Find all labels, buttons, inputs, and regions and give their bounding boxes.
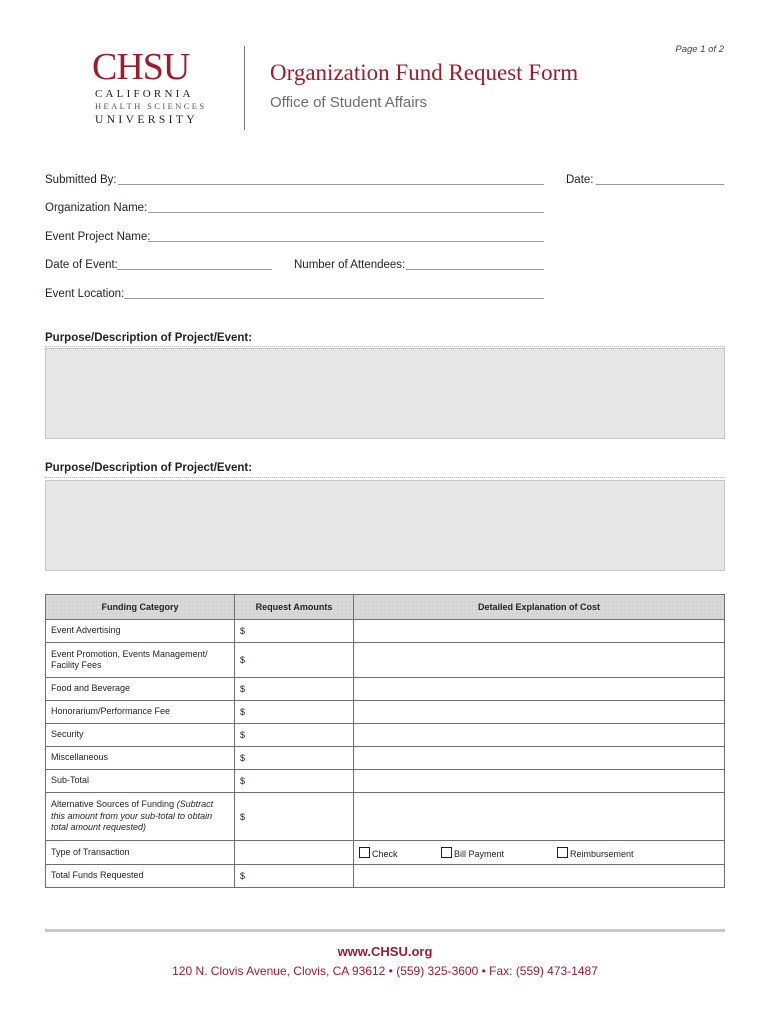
alt-sources-note: (Subtract this amount from your sub-total to obtain total amount requested) bbox=[51, 799, 214, 833]
row-category: Event Promotion, Events Management/ Facility Fees bbox=[46, 643, 235, 678]
explanation-field[interactable] bbox=[354, 643, 725, 678]
event-location-field[interactable] bbox=[124, 298, 544, 299]
alt-sources-label: Alternative Sources of Funding bbox=[51, 799, 177, 810]
event-project-name-label: Event Project Name: bbox=[45, 231, 151, 243]
footer-address: 120 N. Clovis Avenue, Clovis, CA 93612 • (559) 325-3600 • Fax: (559) 473-1487 bbox=[172, 964, 598, 978]
submitted-by-label: Submitted By: bbox=[45, 174, 117, 186]
checkbox-icon[interactable] bbox=[359, 847, 370, 858]
event-location-label: Event Location: bbox=[45, 288, 125, 300]
amount-field[interactable]: $ bbox=[235, 643, 354, 678]
row-category: Sub-Total bbox=[46, 770, 235, 793]
purpose-heading-2: Purpose/Description of Project/Event: bbox=[45, 462, 253, 474]
section-rule-2 bbox=[45, 477, 725, 478]
explanation-field[interactable] bbox=[354, 770, 725, 793]
footer-rule bbox=[45, 929, 725, 932]
date-of-event-label: Date of Event: bbox=[45, 259, 118, 271]
explanation-field[interactable] bbox=[354, 678, 725, 701]
explanation-field[interactable] bbox=[354, 793, 725, 841]
header-divider bbox=[244, 46, 245, 130]
table-row bbox=[46, 678, 725, 701]
page-number: Page 1 of 2 bbox=[675, 44, 724, 55]
purpose-textarea-1[interactable] bbox=[45, 348, 725, 439]
purpose-heading-1: Purpose/Description of Project/Event: bbox=[45, 332, 253, 344]
row-category: Event Advertising bbox=[46, 620, 235, 643]
explanation-field[interactable] bbox=[354, 620, 725, 643]
amount-field[interactable] bbox=[235, 841, 354, 865]
amount-field[interactable]: $ bbox=[235, 678, 354, 701]
date-of-event-field[interactable] bbox=[117, 269, 272, 270]
option-check[interactable] bbox=[359, 847, 441, 859]
amount-field[interactable]: $ bbox=[235, 793, 354, 841]
chsu-logo: CHSU bbox=[92, 46, 190, 88]
row-category bbox=[46, 793, 235, 841]
organization-name-field[interactable] bbox=[148, 212, 544, 213]
row-category: Honorarium/Performance Fee bbox=[46, 701, 235, 724]
table-row-alt-sources bbox=[46, 793, 725, 841]
date-field[interactable] bbox=[596, 184, 724, 185]
row-category: Food and Beverage bbox=[46, 678, 235, 701]
option-label: Check bbox=[372, 848, 398, 859]
logo-health-sciences: HEALTH SCIENCES bbox=[95, 101, 207, 111]
amount-field[interactable]: $ bbox=[235, 865, 354, 888]
event-project-name-field[interactable] bbox=[148, 241, 544, 242]
amount-field[interactable]: $ bbox=[235, 770, 354, 793]
option-bill-payment[interactable] bbox=[441, 847, 557, 859]
date-label: Date: bbox=[566, 174, 594, 186]
explanation-field[interactable] bbox=[354, 701, 725, 724]
table-row bbox=[46, 620, 725, 643]
amount-field[interactable]: $ bbox=[235, 701, 354, 724]
header-detailed-explanation: Detailed Explanation of Cost bbox=[354, 595, 725, 620]
row-category: Total Funds Requested bbox=[46, 865, 235, 888]
explanation-field[interactable] bbox=[354, 747, 725, 770]
table-row bbox=[46, 701, 725, 724]
table-row-total bbox=[46, 865, 725, 888]
table-row bbox=[46, 770, 725, 793]
form-title: Organization Fund Request Form bbox=[270, 60, 579, 85]
submitted-by-field[interactable] bbox=[118, 184, 544, 185]
number-of-attendees-label: Number of Attendees: bbox=[294, 259, 406, 271]
number-of-attendees-field[interactable] bbox=[406, 269, 544, 270]
checkbox-icon[interactable] bbox=[557, 847, 568, 858]
transaction-options bbox=[354, 841, 725, 865]
explanation-field[interactable] bbox=[354, 724, 725, 747]
organization-name-label: Organization Name: bbox=[45, 202, 148, 214]
logo-university: UNIVERSITY bbox=[95, 114, 198, 126]
row-category: Miscellaneous bbox=[46, 747, 235, 770]
table-row bbox=[46, 724, 725, 747]
table-row bbox=[46, 643, 725, 678]
amount-field[interactable]: $ bbox=[235, 724, 354, 747]
table-row-transaction bbox=[46, 841, 725, 865]
option-label: Bill Payment bbox=[454, 848, 505, 859]
header-funding-category: Funding Category bbox=[46, 595, 235, 620]
header-request-amounts: Request Amounts bbox=[235, 595, 354, 620]
section-rule-1 bbox=[45, 346, 725, 347]
amount-field[interactable]: $ bbox=[235, 747, 354, 770]
logo-california: CALIFORNIA bbox=[95, 88, 194, 100]
form-subtitle: Office of Student Affairs bbox=[270, 94, 428, 111]
table-header-row bbox=[46, 595, 725, 620]
amount-field[interactable]: $ bbox=[235, 620, 354, 643]
row-category: Security bbox=[46, 724, 235, 747]
purpose-textarea-2[interactable] bbox=[45, 480, 725, 571]
option-label: Reimbursement bbox=[570, 848, 634, 859]
funding-table bbox=[45, 594, 725, 888]
checkbox-icon[interactable] bbox=[441, 847, 452, 858]
footer-url[interactable]: www.CHSU.org bbox=[337, 944, 433, 959]
row-category: Type of Transaction bbox=[46, 841, 235, 865]
explanation-field[interactable] bbox=[354, 865, 725, 888]
option-reimbursement[interactable] bbox=[557, 847, 634, 859]
table-row bbox=[46, 747, 725, 770]
